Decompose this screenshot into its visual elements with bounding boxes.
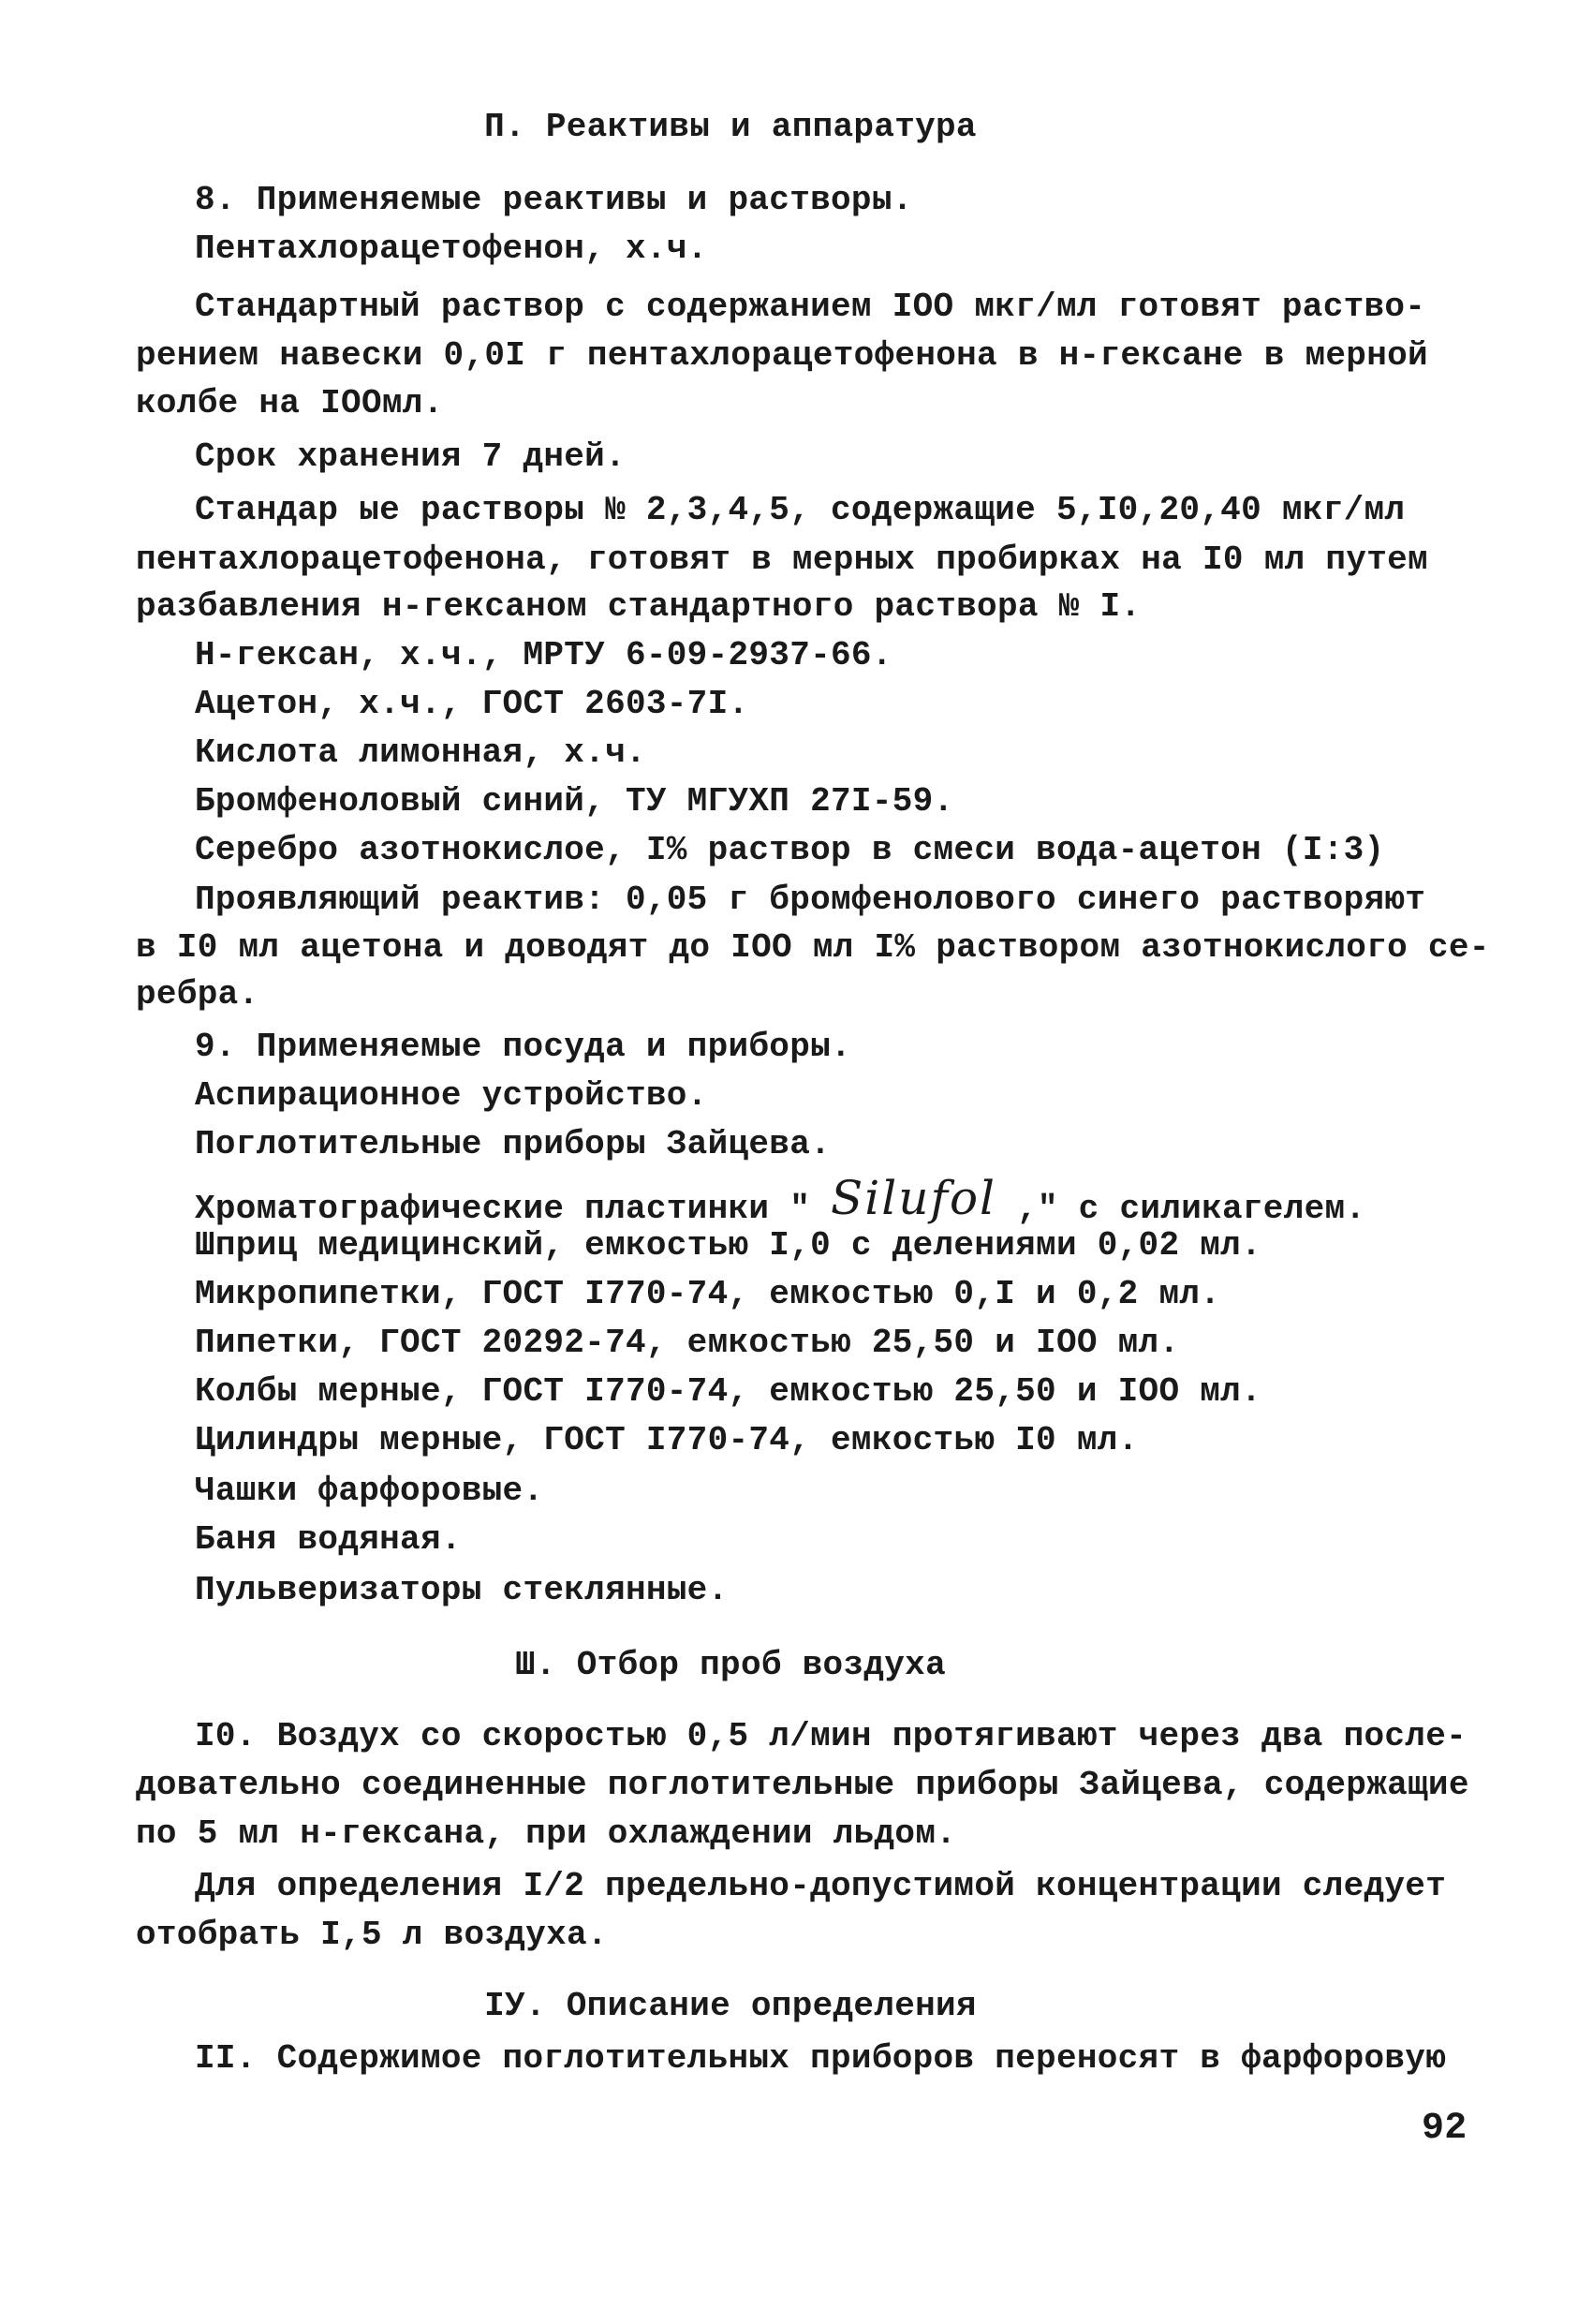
text-line: Аспирационное устройство.: [195, 1076, 708, 1115]
text-line: Проявляющий реактив: 0,05 г бромфенолового синего растворяют: [195, 881, 1426, 919]
text-line: Поглотительные приборы Зайцева.: [195, 1125, 832, 1163]
text-line: Микропипетки, ГОСТ I770-74, емкостью 0,I и 0,2 мл.: [195, 1275, 1221, 1313]
text-line: в I0 мл ацетона и доводят до IOO мл I% раствором азотнокислого се-: [136, 928, 1490, 967]
chrom-suffix: ," с силикагелем.: [1016, 1190, 1366, 1228]
text-line: Чашки фарфоровые.: [195, 1472, 544, 1510]
text-line: колбе на IOOмл.: [136, 384, 444, 422]
text-line: Серебро азотнокислое, I% раствор в смеси вода-ацетон (I:3): [195, 831, 1385, 869]
text-line: I0. Воздух со скоростью 0,5 л/мин протягивают через два после-: [195, 1717, 1468, 1755]
text-line: рением навески 0,0I г пентахлорацетофенона в н-гексане в мерной: [136, 336, 1428, 375]
text-line: II. Содержимое поглотительных приборов переносят в фарфоровую: [195, 2039, 1447, 2078]
chromatography-plates-line: [195, 1171, 1366, 1228]
text-line: Кислота лимонная, х.ч.: [195, 733, 646, 772]
text-line: Пульверизаторы стеклянные.: [195, 1571, 729, 1609]
text-line: разбавления н-гексаном стандартного раствора № I.: [136, 587, 1142, 626]
chrom-prefix: Хроматографические пластинки ": [195, 1190, 811, 1228]
handwritten-silufol: Silufol: [831, 1171, 997, 1225]
item-8-title: 8. Применяемые реактивы и растворы.: [195, 181, 913, 219]
text-line: Срок хранения 7 дней.: [195, 437, 626, 476]
text-line: Пипетки, ГОСТ 20292-74, емкостью 25,50 и IOO мл.: [195, 1324, 1180, 1362]
text-line: Стандартный раствор с содержанием IOO мкг/мл готовят раство-: [195, 288, 1426, 326]
text-line: Цилиндры мерные, ГОСТ I770-74, емкостью I0 мл.: [195, 1421, 1139, 1459]
text-line: Н-гексан, х.ч., МРТУ 6-09-2937-66.: [195, 636, 892, 674]
text-line: пентахлорацетофенона, готовят в мерных пробирках на I0 мл путем: [136, 540, 1428, 579]
text-line: довательно соединенные поглотительные приборы Зайцева, содержащие: [136, 1766, 1469, 1804]
section-4-heading: IУ. Описание определения: [484, 1987, 977, 2025]
text-line: ребра.: [136, 975, 259, 1014]
section-3-heading: Ш. Отбор проб воздуха: [515, 1646, 946, 1684]
page-number: 92: [1422, 2108, 1468, 2150]
text-line: Ацетон, х.ч., ГОСТ 2603-7I.: [195, 685, 749, 723]
item-9-title: 9. Применяемые посуда и приборы.: [195, 1028, 851, 1066]
text-line: Для определения I/2 предельно-допустимой концентрации следует: [195, 1867, 1447, 1905]
text-line: Баня водяная.: [195, 1520, 462, 1559]
text-line: отобрать I,5 л воздуха.: [136, 1916, 608, 1954]
text-line: Стандар ые растворы № 2,3,4,5, содержащие 5,I0,20,40 мкг/мл: [195, 491, 1406, 529]
text-line: по 5 мл н-гексана, при охлаждении льдом.: [136, 1814, 957, 1853]
section-2-heading: П. Реактивы и аппаратура: [484, 108, 977, 146]
text-line: Бромфеноловый синий, ТУ МГУХП 27I-59.: [195, 782, 954, 821]
text-line: Колбы мерные, ГОСТ I770-74, емкостью 25,50 и IOO мл.: [195, 1372, 1261, 1411]
text-line: Шприц медицинский, емкостью I,0 с делениями 0,02 мл.: [195, 1226, 1261, 1265]
text-line: Пентахлорацетофенон, х.ч.: [195, 229, 708, 268]
